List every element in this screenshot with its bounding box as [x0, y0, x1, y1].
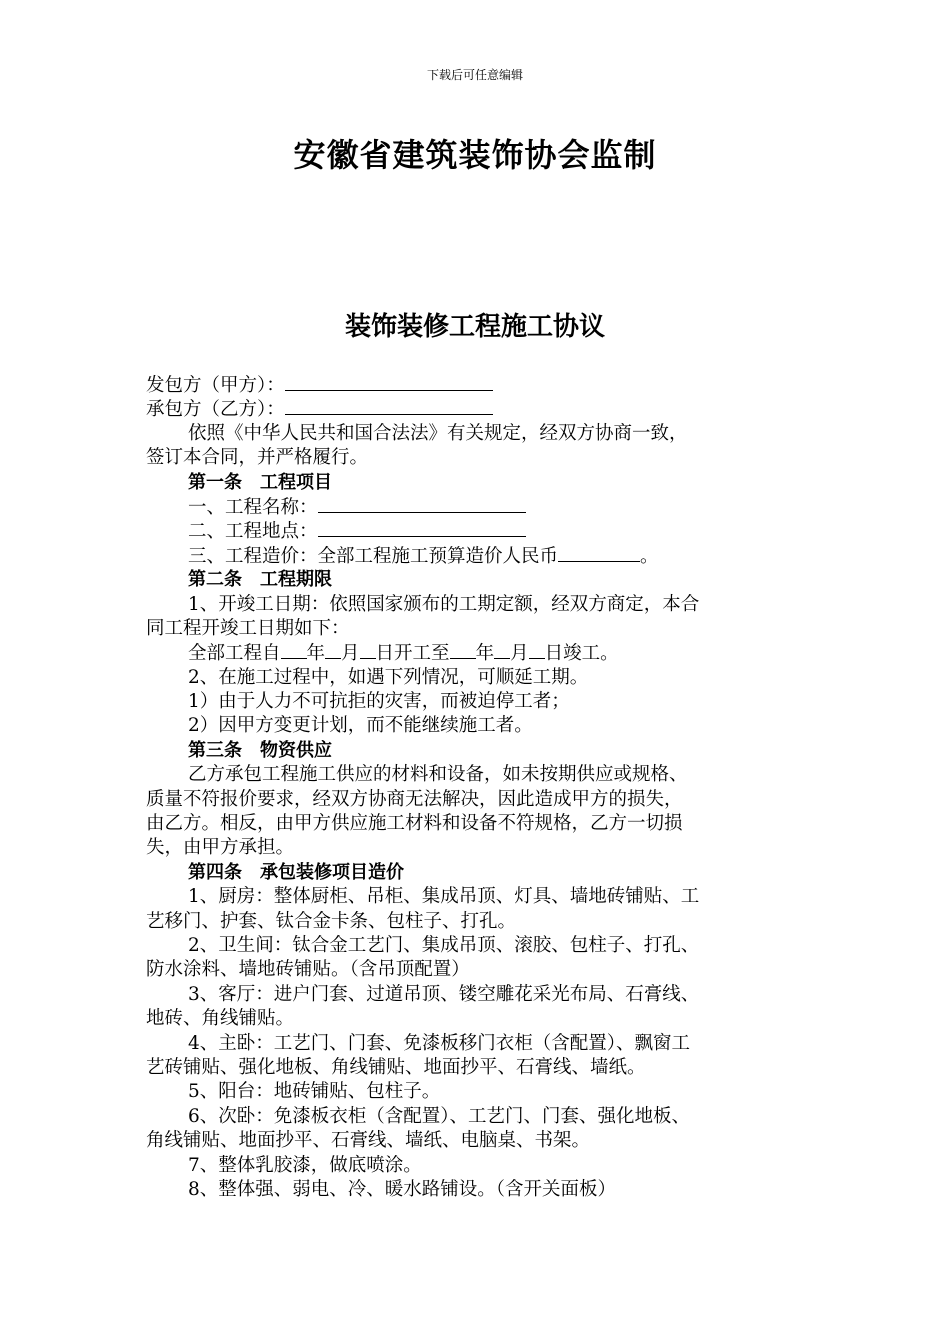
start-year-blank	[281, 641, 307, 659]
list-item: 4、主卧：工艺门、门套、免漆板移门衣柜（含配置）、飘窗工	[188, 1032, 691, 1054]
party-a-line	[146, 373, 810, 397]
project-name-line	[146, 495, 810, 519]
start-month-blank	[325, 641, 341, 659]
project-name-blank	[318, 495, 526, 513]
project-cost-end: 。	[640, 545, 659, 567]
year-label: 年	[306, 643, 326, 665]
list-item: 8、整体强、弱电、冷、暖水路铺设。（含开关面板）	[188, 1178, 617, 1200]
paragraph-line: 2）因甲方变更计划，而不能继续施工者。	[188, 715, 533, 737]
paragraph-line: 质量不符报价要求，经双方协商无法解决，因此造成甲方的损失，	[146, 788, 683, 810]
article-4-heading: 第四条 承包装修项目造价	[188, 861, 404, 883]
list-item: 5、阳台：地砖铺贴、包柱子。	[188, 1081, 441, 1103]
list-item: 7、整体乳胶漆，做底喷涂。	[188, 1154, 422, 1176]
paragraph-line: 失，由甲方承担。	[146, 837, 295, 859]
header-note: 下载后可任意编辑	[426, 68, 523, 82]
day-label: 日竣工。	[544, 643, 619, 665]
project-location-label: 二、工程地点：	[188, 521, 318, 543]
party-a-label: 发包方（甲方）：	[146, 375, 285, 396]
list-item: 2、卫生间：钛合金工艺门、集成吊顶、滚胶、包柱子、打孔、	[188, 934, 700, 956]
paragraph-line: 由乙方。相反，由甲方供应施工材料和设备不符规格，乙方一切损	[146, 813, 683, 835]
year-label: 年	[475, 643, 495, 665]
paragraph-line: 乙方承包工程施工供应的材料和设备，如未按期供应或规格、	[188, 764, 688, 786]
list-item-continuation: 艺砖铺贴、强化地板、角线铺贴、地面抄平、石膏线、墙纸。	[146, 1056, 646, 1078]
list-item-continuation: 角线铺贴、地面抄平、石膏线、墙纸、电脑桌、书架。	[146, 1130, 591, 1152]
month-label: 月	[341, 643, 360, 665]
end-year-blank	[450, 641, 476, 659]
agreement-body	[146, 373, 810, 1202]
construction-dates-line	[146, 641, 810, 665]
party-b-blank	[285, 397, 493, 415]
party-a-blank	[285, 373, 493, 391]
project-cost-blank	[558, 544, 640, 562]
party-b-label: 承包方（乙方）：	[146, 399, 285, 421]
list-item-continuation: 艺移门、护套、钛合金卡条、包柱子、打孔。	[146, 910, 517, 932]
end-day-blank	[529, 641, 545, 659]
month-label: 月	[510, 643, 529, 665]
association-title: 安徽省建筑装饰协会监制	[293, 136, 657, 174]
project-cost-line	[146, 544, 810, 568]
agreement-title: 装饰装修工程施工协议	[344, 312, 605, 342]
list-item-continuation: 防水涂料、墙地砖铺贴。（含吊顶配置）	[146, 959, 470, 981]
end-month-blank	[494, 641, 510, 659]
intro-line: 签订本合同，并严格履行。	[146, 447, 369, 469]
project-cost-label: 三、工程造价：全部工程施工预算造价人民币	[188, 545, 559, 567]
project-name-label: 一、工程名称：	[188, 496, 318, 518]
date-prefix: 全部工程自	[188, 643, 281, 665]
list-item: 3、客厅：进户门套、过道吊顶、镂空雕花采光布局、石膏线、	[188, 983, 700, 1005]
article-3-heading: 第三条 物资供应	[188, 739, 332, 761]
paragraph-line: 同工程开竣工日期如下：	[146, 617, 350, 639]
project-location-blank	[318, 519, 526, 537]
article-2-heading: 第二条 工程期限	[188, 569, 332, 591]
party-b-line	[146, 397, 810, 421]
paragraph-line: 2、在施工过程中，如遇下列情况，可顺延工期。	[188, 666, 589, 688]
intro-line: 依照《中华人民共和国合法法》有关规定，经双方协商一致，	[188, 422, 688, 444]
paragraph-line: 1、开竣工日期：依照国家颁布的工期定额，经双方商定，本合	[188, 593, 700, 615]
day-label: 日开工至	[375, 643, 450, 665]
article-1-heading: 第一条 工程项目	[188, 471, 332, 493]
project-location-line	[146, 519, 810, 543]
list-item: 6、次卧：免漆板衣柜（含配置）、工艺门、门套、强化地板、	[188, 1105, 691, 1127]
list-item: 1、厨房：整体厨柜、吊柜、集成吊顶、灯具、墙地砖铺贴、工	[188, 886, 700, 908]
start-day-blank	[360, 641, 376, 659]
list-item-continuation: 地砖、角线铺贴。	[146, 1008, 295, 1030]
paragraph-line: 1）由于人力不可抗拒的灾害，而被迫停工者；	[188, 691, 570, 713]
